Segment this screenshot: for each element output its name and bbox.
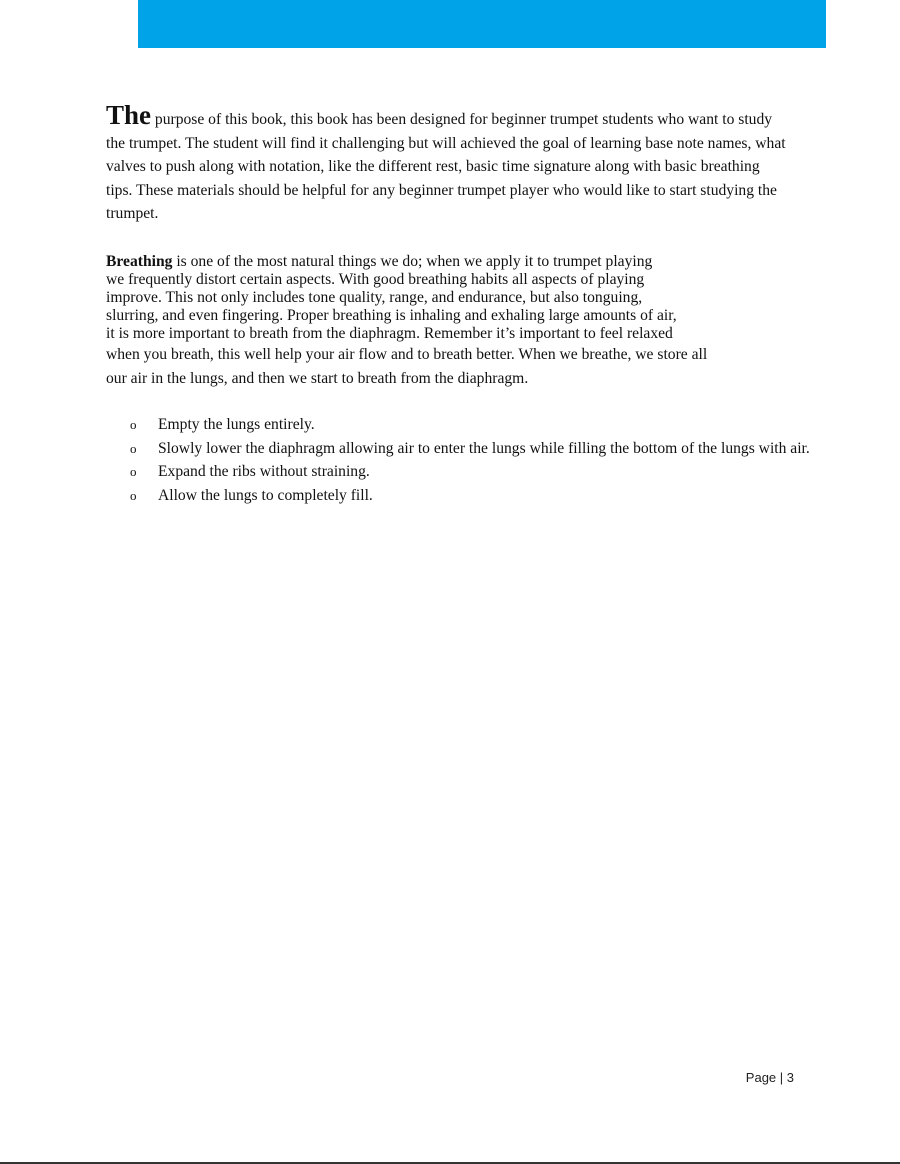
list-item <box>130 437 810 461</box>
breathing-line: it is more important to breath from the diaphragm. Remember it’s important to feel relaxed <box>106 325 673 342</box>
list-item <box>130 484 810 508</box>
bullet-icon: o <box>130 464 137 479</box>
intro-paragraph <box>106 100 786 226</box>
bullet-icon: o <box>130 440 137 456</box>
bullet-icon: o <box>130 487 137 503</box>
breathing-line: we frequently distort certain aspects. With good breathing habits all aspects of playing <box>106 271 645 288</box>
breathing-steps-list <box>130 413 810 507</box>
list-item <box>130 460 810 484</box>
breathing-line: slurring, and even fingering. Proper breathing is inhaling and exhaling large amounts of air, <box>106 307 677 324</box>
list-item-text: Slowly lower the diaphragm allowing air to enter the lungs while filling the bottom of the lungs with air. <box>158 439 810 457</box>
list-item <box>130 413 810 437</box>
list-item-text: Empty the lungs entirely. <box>158 416 315 433</box>
breathing-line: when you breath, this well help your air flow and to breath better. When we breathe, we store all <box>106 346 708 363</box>
breathing-line <box>106 253 796 271</box>
list-item-text: Allow the lungs to completely fill. <box>158 486 373 504</box>
bullet-icon: o <box>130 417 137 432</box>
breathing-line-text: is one of the most natural things we do; when we apply it to trumpet playing <box>172 253 653 270</box>
header-band <box>138 0 826 48</box>
intro-lead-word: The <box>106 100 152 130</box>
breathing-line: improve. This not only includes tone quality, range, and endurance, but also tonguing, <box>106 289 643 306</box>
breathing-line: our air in the lungs, and then we start to breath from the diaphragm. <box>106 370 529 387</box>
intro-text: purpose of this book, this book has been designed for beginner trumpet students who want to study the trumpet. The student will find it challenging but will achieved the goal of learning base note names, what valves to push along with notation, like the different rest, basic time signature along with basic breathing tips. These materials should be helpful for any beginner trumpet player who would like to start studying the trumpet. <box>106 111 786 222</box>
breathing-paragraph <box>106 253 796 391</box>
breathing-heading: Breathing <box>106 253 173 270</box>
list-item-text: Expand the ribs without straining. <box>158 463 370 480</box>
page-number: Page | 3 <box>745 1070 794 1085</box>
